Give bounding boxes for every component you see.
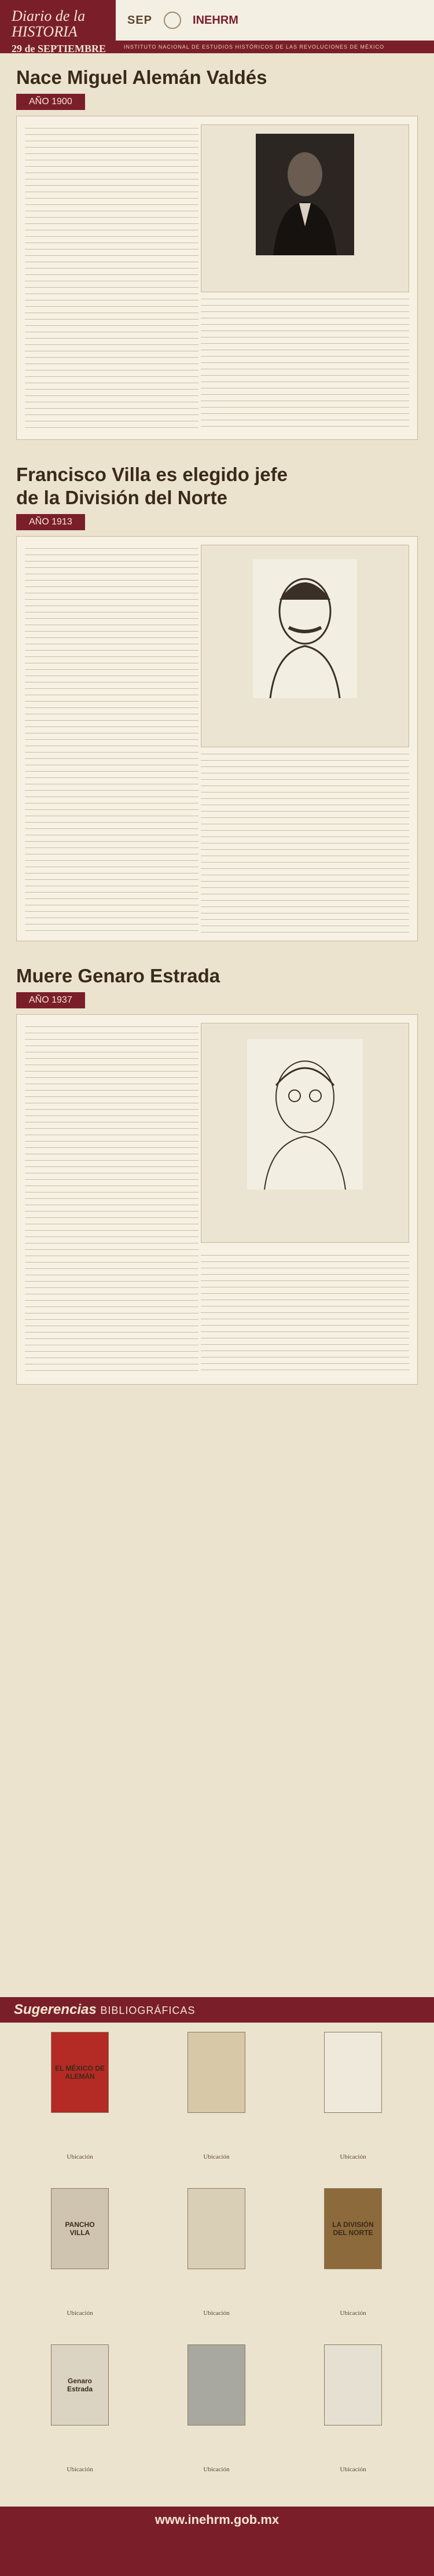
year-badge: AÑO 1913: [16, 514, 85, 530]
portrait-icon: [253, 559, 357, 698]
brand-block: [0, 0, 116, 53]
book-item: [12, 2182, 148, 2339]
book-location-label: Ubicación: [203, 2310, 230, 2317]
book-item: [12, 2339, 148, 2495]
sep-logo: SEP: [127, 13, 153, 27]
article-text: [201, 295, 409, 431]
page-date: 29 de SEPTIEMBRE: [12, 43, 106, 54]
website-link[interactable]: www.inehrm.gob.mx: [155, 2512, 279, 2527]
article-title: Francisco Villa es elegido jefe de la División del Norte: [16, 464, 288, 508]
book-reference: [12, 2118, 148, 2150]
book-item: [285, 2182, 421, 2339]
book-location-label: Ubicación: [203, 2466, 230, 2473]
brand-title: Diario de la HISTORIA: [12, 8, 86, 40]
book-item: [148, 2026, 285, 2182]
article-text: [25, 124, 198, 431]
year-badge: AÑO 1937: [16, 992, 85, 1008]
book-item: [285, 2026, 421, 2182]
book-cover: [324, 2032, 382, 2113]
portrait-photo: [201, 545, 409, 747]
photo-caption: [201, 263, 409, 270]
page-header: [0, 0, 434, 53]
book-cover: PANCHO VILLA: [51, 2188, 109, 2269]
article-text: [25, 1023, 198, 1376]
inehrm-logo: INEHRM: [193, 13, 238, 27]
portrait-icon: [247, 1039, 363, 1190]
book-reference: [285, 2430, 421, 2463]
book-location-label: Ubicación: [340, 2466, 366, 2473]
logos: [116, 0, 434, 41]
book-cover: [324, 2344, 382, 2425]
article-section: [0, 66, 434, 440]
book-location-label: Ubicación: [340, 2153, 366, 2160]
seal-icon: [164, 12, 181, 29]
article-text: [25, 545, 198, 933]
book-cover: Genaro Estrada: [51, 2344, 109, 2425]
photo-caption: [201, 713, 409, 720]
article-text: [201, 1252, 409, 1376]
book-reference: [148, 2430, 285, 2463]
article-section: [0, 964, 434, 1385]
portrait-photo: [201, 124, 409, 292]
book-location-label: Ubicación: [67, 2153, 93, 2160]
book-item: [12, 2026, 148, 2182]
article-section: [0, 463, 434, 941]
book-reference: [285, 2118, 421, 2150]
book-location-label: Ubicación: [67, 2466, 93, 2473]
book-reference: [148, 2118, 285, 2150]
book-list: [0, 2026, 434, 2495]
article-body: [16, 1014, 418, 1385]
book-cover: [187, 2188, 245, 2269]
book-location-label: Ubicación: [340, 2310, 366, 2317]
institute-bar: INSTITUTO NACIONAL DE ESTUDIOS HISTÓRICOS DE LAS REVOLUCIONES DE MÉXICO: [116, 41, 434, 53]
bibliography-header: Sugerencias BIBLIOGRÁFICAS: [0, 1997, 434, 2023]
book-location-label: Ubicación: [203, 2153, 230, 2160]
article-title: Muere Genaro Estrada: [16, 965, 220, 986]
book-cover: LA DIVISIÓN DEL NORTE: [324, 2188, 382, 2269]
book-cover: EL MÉXICO DE ALEMÁN: [51, 2032, 109, 2113]
portrait-icon: [256, 134, 354, 255]
page-footer: [0, 2507, 434, 2576]
article-text: [201, 750, 409, 933]
book-reference: [148, 2274, 285, 2306]
portrait-photo: [201, 1023, 409, 1243]
book-cover: [187, 2032, 245, 2113]
book-item: [148, 2339, 285, 2495]
book-reference: [12, 2274, 148, 2306]
book-reference: [285, 2274, 421, 2306]
photo-caption: [201, 1205, 409, 1212]
book-location-label: Ubicación: [67, 2310, 93, 2317]
book-cover: [187, 2344, 245, 2425]
year-badge: AÑO 1900: [16, 94, 85, 110]
article-body: [16, 116, 418, 440]
book-item: [148, 2182, 285, 2339]
article-body: [16, 536, 418, 941]
book-reference: [12, 2430, 148, 2463]
article-title: Nace Miguel Alemán Valdés: [16, 67, 267, 88]
book-item: [285, 2339, 421, 2495]
